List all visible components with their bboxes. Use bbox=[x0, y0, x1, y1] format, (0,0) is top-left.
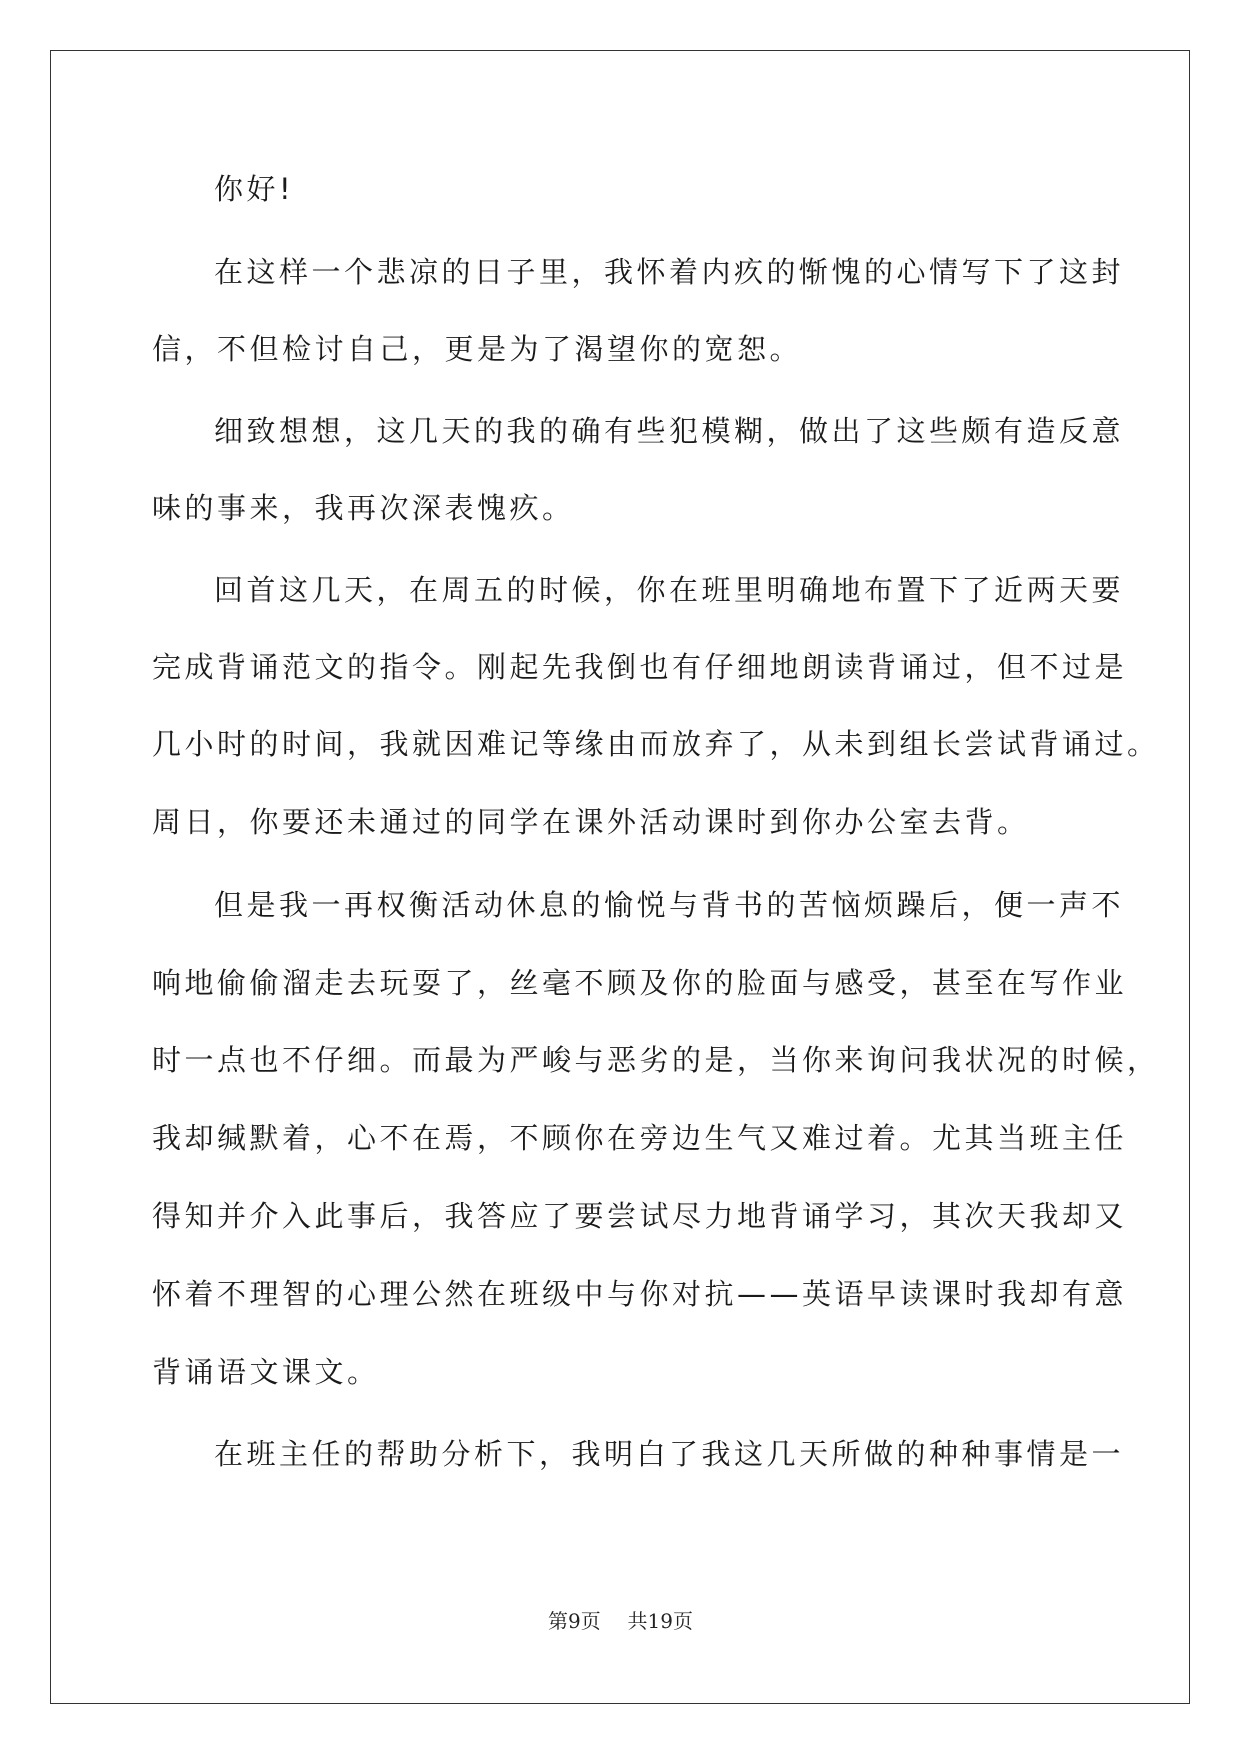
paragraph-line: 细致想想，这几天的我的确有些犯模糊，做出了这些颇有造反意 bbox=[214, 414, 1125, 448]
paragraph-line: 在这样一个悲凉的日子里，我怀着内疚的惭愧的心情写下了这封 bbox=[214, 255, 1125, 289]
paragraph-line: 响地偷偷溜走去玩耍了，丝毫不顾及你的脸面与感受，甚至在写作业 bbox=[152, 966, 1128, 1000]
paragraph-line: 信，不但检讨自己，更是为了渴望你的宽恕。 bbox=[152, 332, 803, 366]
paragraph-line: 周日，你要还未通过的同学在课外活动课时到你办公室去背。 bbox=[152, 805, 1030, 839]
total-suffix: 页 bbox=[672, 1609, 693, 1633]
paragraph-line: 时一点也不仔细。而最为严峻与恶劣的是，当你来询问我状况的时候， bbox=[152, 1043, 1160, 1077]
paragraph-line: 在班主任的帮助分析下，我明白了我这几天所做的种种事情是一 bbox=[214, 1437, 1125, 1471]
greeting-line: 你好! bbox=[214, 172, 295, 206]
paragraph-line: 我却缄默着，心不在焉，不顾你在旁边生气又难过着。尤其当班主任 bbox=[152, 1121, 1128, 1155]
paragraph-line: 但是我一再权衡活动休息的愉悦与背书的苦恼烦躁后，便一声不 bbox=[214, 888, 1125, 922]
page-footer bbox=[0, 1605, 1241, 1634]
paragraph-line: 味的事来，我再次深表愧疚。 bbox=[152, 491, 575, 525]
paragraph-line: 背诵语文课文。 bbox=[152, 1355, 380, 1389]
paragraph-line: 得知并介入此事后，我答应了要尝试尽力地背诵学习，其次天我却又 bbox=[152, 1199, 1128, 1233]
paragraph-line: 怀着不理智的心理公然在班级中与你对抗——英语早读课时我却有意 bbox=[152, 1277, 1128, 1311]
total-pages: 19 bbox=[647, 1609, 673, 1633]
page-number: 9 bbox=[568, 1609, 581, 1633]
page-prefix: 第 bbox=[548, 1609, 569, 1633]
paragraph-line: 几小时的时间，我就因难记等缘由而放弃了，从未到组长尝试背诵过。 bbox=[152, 727, 1160, 761]
paragraph-line: 完成背诵范文的指令。刚起先我倒也有仔细地朗读背诵过，但不过是 bbox=[152, 650, 1128, 684]
paragraph-line: 回首这几天，在周五的时候，你在班里明确地布置下了近两天要 bbox=[214, 573, 1125, 607]
total-prefix: 共 bbox=[627, 1609, 648, 1633]
page-suffix: 页 bbox=[580, 1609, 601, 1633]
